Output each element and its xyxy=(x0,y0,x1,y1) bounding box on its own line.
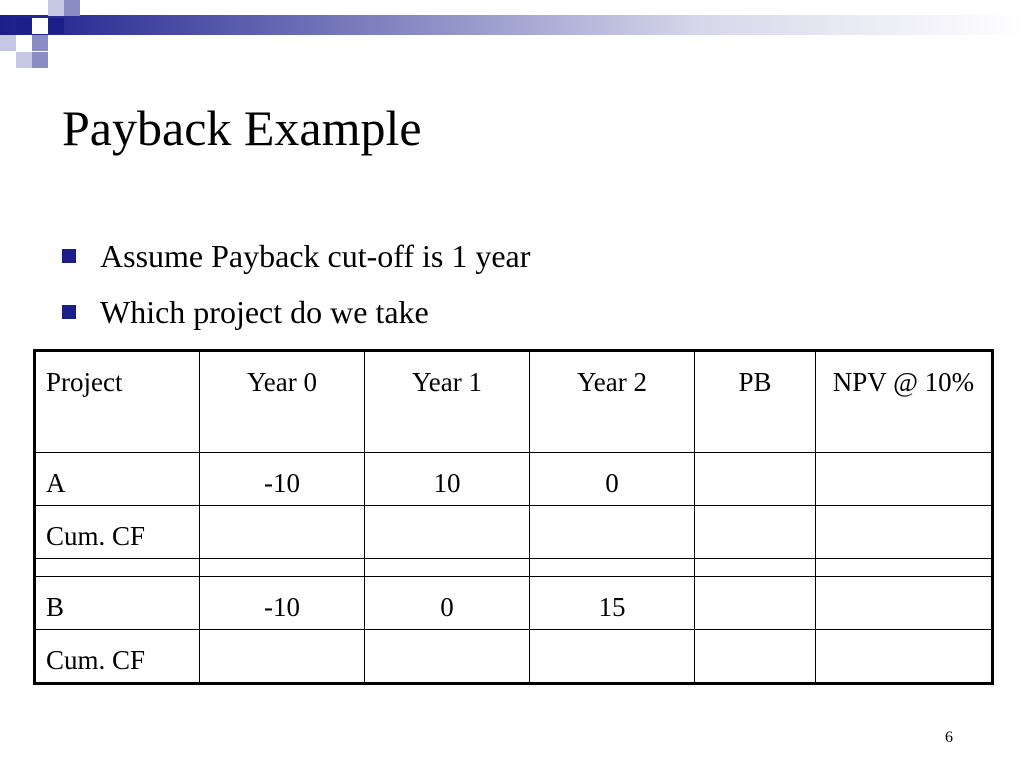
table-cell xyxy=(530,630,695,684)
table-cell xyxy=(695,577,816,630)
table-cell xyxy=(816,577,993,630)
table-row xyxy=(35,630,993,684)
header-cell-year-2: Year 2 xyxy=(530,351,695,453)
payback-table xyxy=(33,349,994,685)
table-cell xyxy=(365,506,530,559)
table-cell xyxy=(695,506,816,559)
table-cell xyxy=(530,559,695,577)
decorative-square xyxy=(0,35,16,51)
slide-title: Payback Example xyxy=(62,100,422,156)
table-cell: -10 xyxy=(200,453,365,506)
table-header-row xyxy=(35,351,993,453)
decorative-square xyxy=(32,35,48,51)
table-cell: B xyxy=(35,577,200,630)
decorative-square xyxy=(48,18,64,34)
table-cell xyxy=(35,559,200,577)
table-cell: Cum. CF xyxy=(35,506,200,559)
bullet-square-icon xyxy=(62,305,76,319)
header-cell-year-1: Year 1 xyxy=(365,351,530,453)
table-cell xyxy=(200,630,365,684)
bullet-square-icon xyxy=(62,249,76,263)
table-cell xyxy=(365,559,530,577)
bullet-list xyxy=(62,228,530,340)
decorative-square xyxy=(48,0,64,16)
bullet-item xyxy=(62,228,530,284)
table-cell xyxy=(695,559,816,577)
table-cell xyxy=(816,559,993,577)
table-cell: 15 xyxy=(530,577,695,630)
decorative-square xyxy=(32,18,48,34)
table-cell xyxy=(695,630,816,684)
page-number: 6 xyxy=(945,729,953,746)
header-cell-project: Project xyxy=(35,351,200,453)
table-cell xyxy=(816,453,993,506)
bullet-item xyxy=(62,284,530,340)
bullet-text: Assume Payback cut-off is 1 year xyxy=(100,238,531,274)
decorative-square xyxy=(16,52,32,68)
table-row xyxy=(35,506,993,559)
header-cell-year-0: Year 0 xyxy=(200,351,365,453)
table-cell xyxy=(200,506,365,559)
table-cell: 0 xyxy=(530,453,695,506)
decorative-square xyxy=(32,52,48,68)
table-cell: A xyxy=(35,453,200,506)
table-row xyxy=(35,577,993,630)
table-cell xyxy=(530,506,695,559)
decorative-square xyxy=(64,0,80,16)
table-cell xyxy=(365,630,530,684)
table-row xyxy=(35,453,993,506)
table-cell xyxy=(816,506,993,559)
table-cell xyxy=(200,559,365,577)
table-cell: Cum. CF xyxy=(35,630,200,684)
decorative-square xyxy=(16,18,32,34)
table-cell xyxy=(816,630,993,684)
bullet-text: Which project do we take xyxy=(100,294,429,330)
table-cell: 0 xyxy=(365,577,530,630)
table-cell xyxy=(695,453,816,506)
header-cell-pb: PB xyxy=(695,351,816,453)
decorative-header-band xyxy=(0,15,1024,35)
table-spacer-row xyxy=(35,559,993,577)
header-cell-npv: NPV @ 10% xyxy=(816,351,993,453)
table-cell: -10 xyxy=(200,577,365,630)
table-cell: 10 xyxy=(365,453,530,506)
